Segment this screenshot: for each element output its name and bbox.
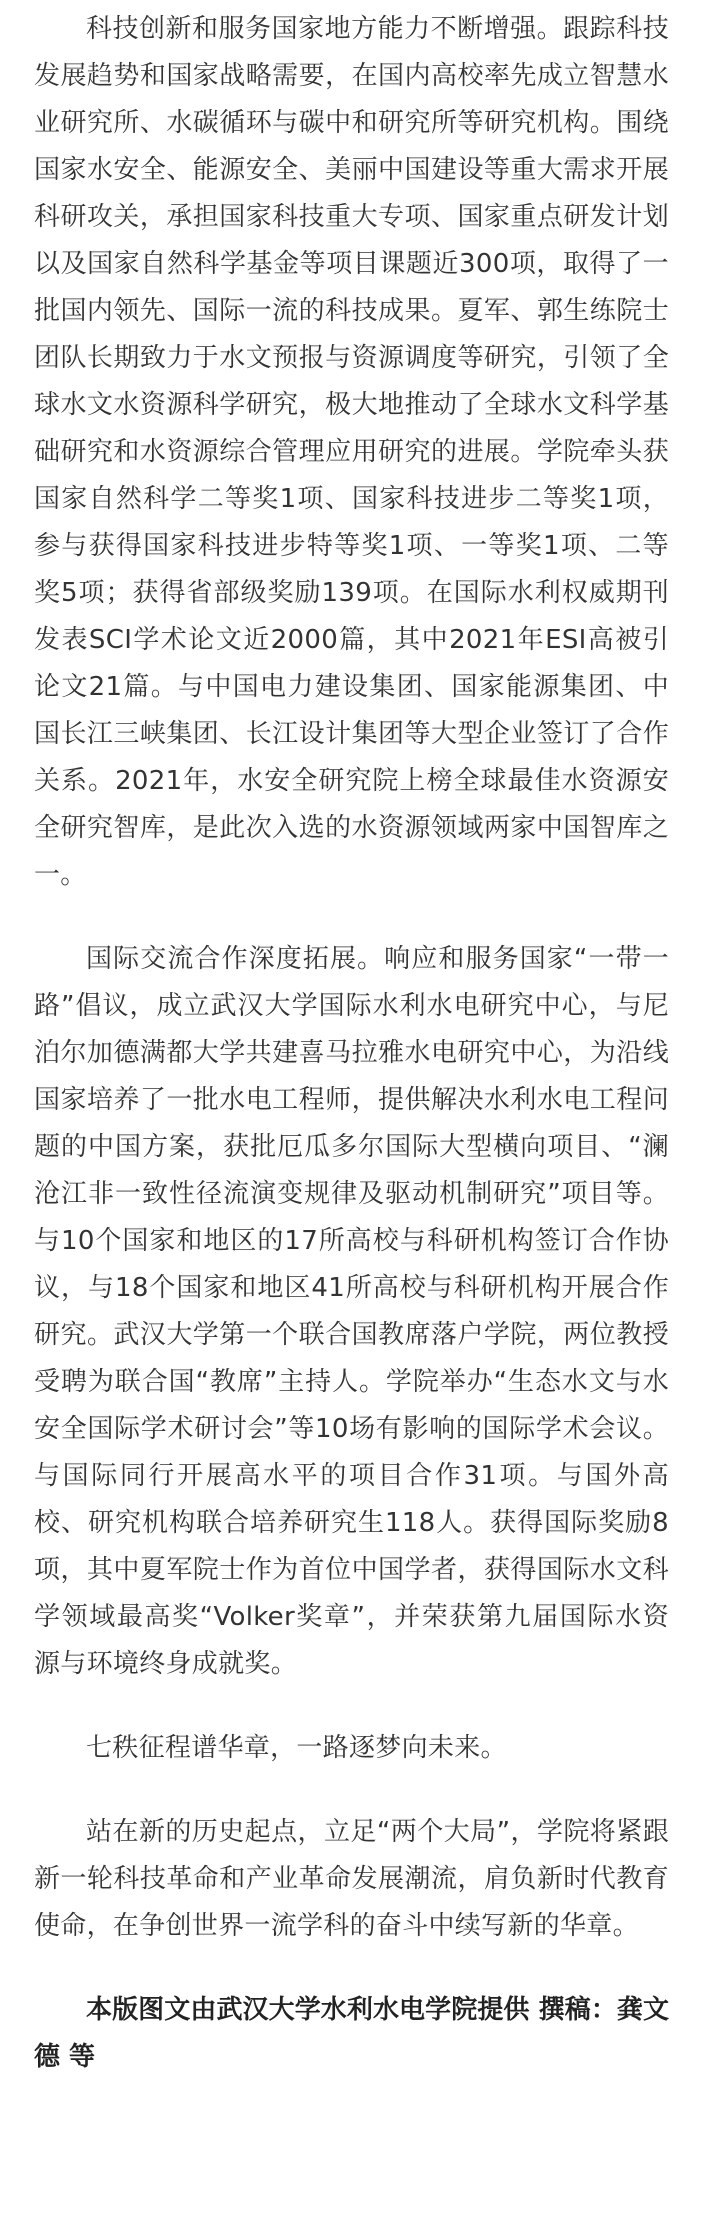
paragraph-international-cooperation: 国际交流合作深度拓展。响应和服务国家“一带一路”倡议，成立武汉大学国际水利水电研究中心，与尼泊尔加德满都大学共建喜马拉雅水电研究中心，为沿线国家培养了一批水电工程师，提供解决水利水电工程问题的中国方案，获批厄瓜多尔国际大型横向项目、“澜沧江非一致性径流演变规律及驱动机制研究”项目等。与10个国家和地区的17所高校与科研机构签订合作协议，与18个国家和地区41所高校与科研机构开展合作研究。武汉大学第一个联合国教席落户学院，两位教授受聘为联合国“教席”主持人。学院举办“生态水文与水安全国际学术研讨会”等10场有影响的国际学术会议。与国际同行开展高水平的项目合作31项。与国外高校、研究机构联合培养研究生118人。获得国际奖励8项，其中夏军院士作为首位中国学者，获得国际水文科学领域最高奖“Volker奖章”，并荣获第九届国际水资源与环境终身成就奖。 [34, 944, 669, 1679]
paragraph-future-outlook: 站在新的历史起点，立足“两个大局”，学院将紧跟新一轮科技革命和产业革命发展潮流，肩负新时代教育使命，在争创世界一流学科的奋斗中续写新的华章。 [34, 1817, 669, 1941]
paragraph-slogan: 七秩征程谱华章，一路逐梦向未来。 [86, 1733, 507, 1763]
article-credit: 本版图文由武汉大学水利水电学院提供 撰稿：龚文德 等 [34, 1995, 669, 2072]
paragraph-tech-innovation: 科技创新和服务国家地方能力不断增强。跟踪科技发展趋势和国家战略需要，在国内高校率先成立智慧水业研究所、水碳循环与碳中和研究所等研究机构。围绕国家水安全、能源安全、美丽中国建设等重大需求开展科研攻关，承担国家科技重大专项、国家重点研发计划以及国家自然科学基金等项目课题近300项，取得了一批国内领先、国际一流的科技成果。夏军、郭生练院士团队长期致力于水文预报与资源调度等研究，引领了全球水文水资源科学研究，极大地推动了全球水文科学基础研究和水资源综合管理应用研究的进展。学院牵头获国家自然科学二等奖1项、国家科技进步二等奖1项，参与获得国家科技进步特等奖1项、一等奖1项、二等奖5项；获得省部级奖励139项。在国际水利权威期刊发表SCI学术论文近2000篇，其中2021年ESI高被引论文21篇。与中国电力建设集团、国家能源集团、中国长江三峡集团、长江设计集团等大型企业签订了合作关系。2021年，水安全研究院上榜全球最佳水资源安全研究智库，是此次入选的水资源领域两家中国智库之一。 [34, 14, 669, 890]
